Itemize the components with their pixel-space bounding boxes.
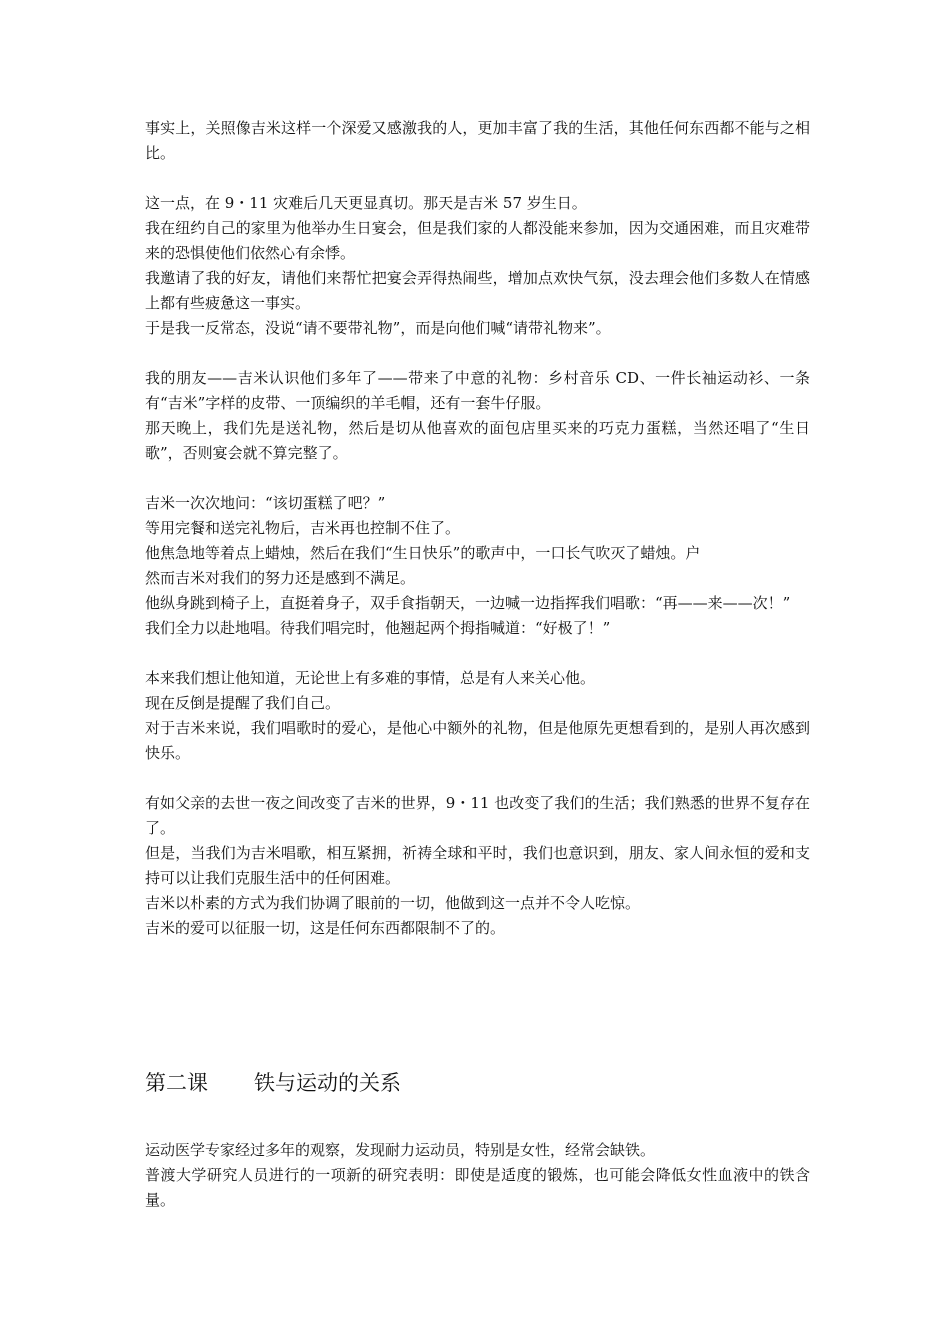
lesson-body bbox=[145, 1138, 810, 1213]
lesson-heading bbox=[145, 1066, 401, 1100]
paragraph: 普渡大学研究人员进行的一项新的研究表明：即使是适度的锻炼，也可能会降低女性血液中的铁含量。 bbox=[145, 1166, 810, 1209]
paragraph: 现在反倒是提醒了我们自己。 bbox=[145, 694, 341, 712]
lesson-title: 铁与运动的关系 bbox=[254, 1071, 401, 1095]
paragraph: 吉米一次次地问：“该切蛋糕了吧？” bbox=[145, 494, 386, 512]
paragraph: 本来我们想让他知道，无论世上有多难的事情，总是有人来关心他。 bbox=[145, 669, 596, 687]
paragraph-gap bbox=[145, 766, 810, 791]
story-section bbox=[145, 116, 810, 941]
paragraph: 这一点，在 9・11 灾难后几天更显真切。那天是吉米 57 岁生日。 bbox=[145, 194, 587, 212]
paragraph: 然而吉米对我们的努力还是感到不满足。 bbox=[145, 569, 416, 587]
paragraph: 吉米以朴素的方式为我们协调了眼前的一切，他做到这一点并不令人吃惊。 bbox=[145, 894, 641, 912]
paragraph: 我邀请了我的好友，请他们来帮忙把宴会弄得热闹些，增加点欢快气氛，没去理会他们多数人在情感上都有些疲惫这一事实。 bbox=[145, 269, 810, 312]
paragraph: 有如父亲的去世一夜之间改变了吉米的世界，9・11 也改变了我们的生活；我们熟悉的世界不复存在了。 bbox=[145, 794, 810, 837]
paragraph: 那天晚上，我们先是送礼物，然后是切从他喜欢的面包店里买来的巧克力蛋糕，当然还唱了“生日歌”，否则宴会就不算完整了。 bbox=[145, 419, 810, 462]
paragraph: 我的朋友——吉米认识他们多年了——带来了中意的礼物：乡村音乐 CD、一件长袖运动衫、一条有“吉米”字样的皮带、一顶编织的羊毛帽，还有一套牛仔服。 bbox=[145, 369, 810, 412]
lesson-number: 第二课 bbox=[145, 1071, 208, 1095]
document-page bbox=[145, 0, 810, 1344]
paragraph: 我在纽约自己的家里为他举办生日宴会，但是我们家的人都没能来参加，因为交通困难，而且灾难带来的恐惧使他们依然心有余悸。 bbox=[145, 219, 810, 262]
paragraph: 但是，当我们为吉米唱歌，相互紧拥，祈祷全球和平时，我们也意识到，朋友、家人间永恒的爱和支持可以让我们克服生活中的任何困难。 bbox=[145, 844, 810, 887]
paragraph-gap bbox=[145, 641, 810, 666]
paragraph: 运动医学专家经过多年的观察，发现耐力运动员，特别是女性，经常会缺铁。 bbox=[145, 1141, 656, 1159]
paragraph: 于是我一反常态，没说“请不要带礼物”，而是向他们喊“请带礼物来”。 bbox=[145, 319, 611, 337]
paragraph-gap bbox=[145, 341, 810, 366]
paragraph: 等用完餐和送完礼物后，吉米再也控制不住了。 bbox=[145, 519, 461, 537]
paragraph: 事实上，关照像吉米这样一个深爱又感激我的人，更加丰富了我的生活，其他任何东西都不能与之相比。 bbox=[145, 119, 810, 162]
paragraph: 他焦急地等着点上蜡烛，然后在我们“生日快乐”的歌声中，一口长气吹灭了蜡烛。户 bbox=[145, 544, 701, 562]
paragraph: 他纵身跳到椅子上，直挺着身子，双手食指朝天，一边喊一边指挥我们唱歌：“再——来——次！” bbox=[145, 594, 791, 612]
paragraph-gap bbox=[145, 466, 810, 491]
paragraph: 对于吉米来说，我们唱歌时的爱心，是他心中额外的礼物，但是他原先更想看到的，是别人再次感到快乐。 bbox=[145, 719, 810, 762]
paragraph-gap bbox=[145, 166, 810, 191]
paragraph: 我们全力以赴地唱。待我们唱完时，他翘起两个拇指喊道：“好极了！” bbox=[145, 619, 611, 637]
paragraph: 吉米的爱可以征服一切，这是任何东西都限制不了的。 bbox=[145, 919, 506, 937]
